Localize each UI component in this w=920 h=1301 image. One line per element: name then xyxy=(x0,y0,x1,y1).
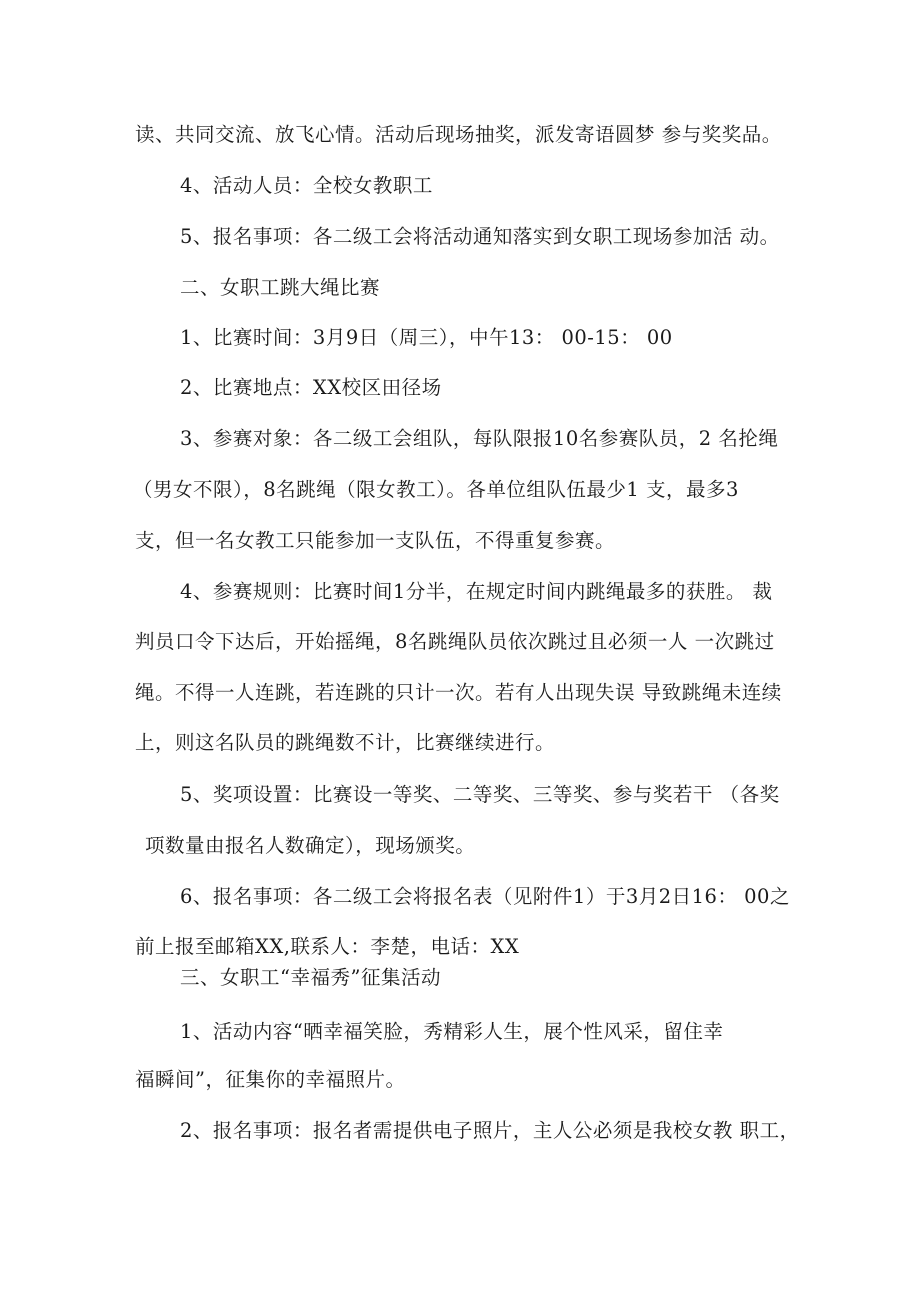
text-line: 6、报名事项：各二级工会将报名表（见附件1）于3月2日16： 00之 xyxy=(180,885,790,908)
text-line: 前上报至邮箱XX,联系人：李楚，电话：XX xyxy=(135,935,520,958)
text-line: 5、奖项设置：比赛设一等奖、二等奖、三等奖、参与奖若干 （各奖 xyxy=(180,783,780,806)
text-line: 5、报名事项：各二级工会将活动通知落实到女职工现场参加活 动。 xyxy=(180,225,780,248)
text-line: 绳。不得一人连跳，若连跳的只计一次。若有人出现失误 导致跳绳未连续 xyxy=(135,681,782,704)
text-line: 2、比赛地点：XX校区田径场 xyxy=(180,376,442,399)
text-line: 判员口令下达后，开始摇绳，8名跳绳队员依次跳过且必须一人 一次跳过 xyxy=(135,630,775,653)
text-line: 4、活动人员：全校女教职工 xyxy=(180,174,433,197)
text-line: 支，但一名女教工只能参加一支队伍，不得重复参赛。 xyxy=(135,529,616,552)
section-heading: 三、女职工“幸福秀”征集活动 xyxy=(180,966,441,989)
text-line: 1、活动内容“晒幸福笑脸，秀精彩人生，展个性风采，留住幸 xyxy=(180,1020,724,1043)
text-line: （男女不限），8名跳绳（限女教工）。各单位组队伍最少1 支，最多3 xyxy=(133,478,739,501)
text-line: 1、比赛时间：3月9日（周三），中午13： 00-15： 00 xyxy=(180,326,673,349)
section-heading: 二、女职工跳大绳比赛 xyxy=(180,276,381,299)
text-line: 读、共同交流、放飞心情。活动后现场抽奖，派发寄语圆梦 参与奖奖品。 xyxy=(135,123,782,146)
text-line: 上，则这名队员的跳绳数不计，比赛继续进行。 xyxy=(135,731,556,754)
text-line: 2、报名事项：报名者需提供电子照片，主人公必须是我校女教 职工， xyxy=(180,1119,800,1142)
text-line: 项数量由报名人数确定），现场颁奖。 xyxy=(145,834,476,857)
text-line: 3、参赛对象：各二级工会组队，每队限报10名参赛队员，2 名抡绳 xyxy=(180,427,779,450)
text-line: 4、参赛规则：比赛时间1分半，在规定时间内跳绳最多的获胜。 裁 xyxy=(180,580,773,603)
text-line: 福瞬间”，征集你的幸福照片。 xyxy=(135,1068,406,1091)
